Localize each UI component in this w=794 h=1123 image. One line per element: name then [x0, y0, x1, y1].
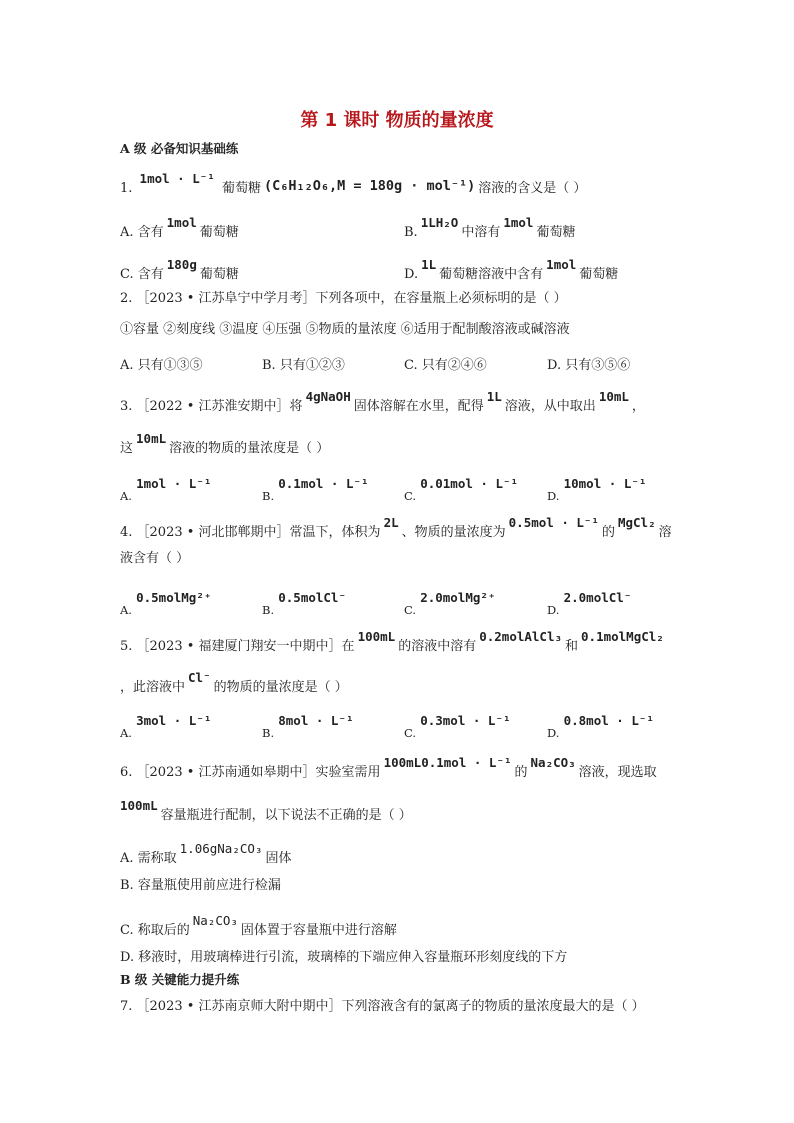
q1-text-1: 葡萄糖 [221, 181, 261, 196]
q4-option-c: C. 2.0molMg²⁺ [404, 590, 496, 617]
question-3-line-2: 这10mL溶液的物质的量浓度是（ ） [120, 431, 330, 456]
q1-option-c: C. 含有180g葡萄糖 [120, 257, 239, 282]
q1-option-a: A. 含有1mol葡萄糖 [120, 215, 239, 240]
q2-option-d: D. 只有③⑤⑥ [547, 358, 631, 373]
q6-option-d: D. 移液时，用玻璃棒进行引流，玻璃棒的下端应伸入容量瓶环形刻度线的下方 [120, 950, 568, 965]
question-4-line-2: 液含有（ ） [120, 551, 190, 566]
q3-option-c: C. 0.01mol · L⁻¹ [404, 476, 519, 503]
section-b-heading: B 级 关键能力提升练 [120, 972, 240, 987]
q6-option-b: B. 容量瓶使用前应进行检漏 [120, 878, 281, 893]
q1-option-d: D.1L葡萄糖溶液中含有1mol葡萄糖 [404, 257, 619, 282]
q2-option-b: B. 只有①②③ [262, 358, 345, 373]
q1-formula-1: 1mol · L⁻¹ [139, 171, 215, 186]
q1-option-b: B.1LH₂O中溶有1mol葡萄糖 [404, 215, 576, 240]
question-5-line-2: ，此溶液中Cl⁻的物质的量浓度是（ ） [120, 670, 348, 695]
q5-option-a: A. 3mol · L⁻¹ [120, 713, 212, 740]
q6-option-c: C. 称取后的Na₂CO₃固体置于容量瓶中进行溶解 [120, 913, 397, 938]
section-a-heading: A 级 必备知识基础练 [120, 141, 239, 156]
q3-option-b: B. 0.1mol · L⁻¹ [262, 476, 369, 503]
q3-option-a: A. 1mol · L⁻¹ [120, 476, 212, 503]
question-5: 5. ［2023 • 福建厦门翔安一中期中］在100mL的溶液中溶有0.2molAlCl₃和0.1molMgCl₂ [120, 629, 664, 654]
q6-option-a: A. 需称取1.06gNa₂CO₃固体 [120, 841, 292, 866]
q1-text-2: 溶液的含义是（ ） [478, 181, 587, 196]
q4-option-b: B. 0.5molCl⁻ [262, 590, 346, 617]
q1-number: 1. [120, 181, 133, 196]
q2-option-a: A. 只有①③⑤ [120, 358, 203, 373]
q5-option-c: C. 0.3mol · L⁻¹ [404, 713, 511, 740]
q2-items: ①容量 ②刻度线 ③温度 ④压强 ⑤物质的量浓度 ⑥适用于配制酸溶液或碱溶液 [120, 322, 570, 337]
question-6: 6. ［2023 • 江苏南通如皋期中］实验室需用100mL0.1mol · L⁻¹的Na₂CO₃溶液，现选取 [120, 755, 657, 780]
q5-option-d: D. 0.8mol · L⁻¹ [547, 713, 654, 740]
q4-option-d: D. 2.0molCl⁻ [547, 590, 632, 617]
q5-option-b: B. 8mol · L⁻¹ [262, 713, 354, 740]
question-6-line-2: 100mL容量瓶进行配制，以下说法不正确的是（ ） [120, 798, 412, 823]
question-1 [120, 171, 587, 197]
q3-option-d: D. 10mol · L⁻¹ [547, 476, 647, 503]
question-2: 2. ［2023 • 江苏阜宁中学月考］下列各项中，在容量瓶上必须标明的是（ ） [120, 291, 567, 306]
q2-option-c: C. 只有②④⑥ [404, 358, 487, 373]
q1-formula-2: (C₆H₁₂O₆,M = 180g · mol⁻¹) [263, 178, 476, 194]
question-4: 4. ［2023 • 河北邯郸期中］常温下，体积为2L、物质的量浓度为0.5mol · L⁻¹的MgCl₂溶 [120, 515, 672, 540]
page-title: 第 1 课时 物质的量浓度 [300, 110, 494, 131]
question-3: 3. ［2022 • 江苏淮安期中］将4gNaOH固体溶解在水里，配得1L溶液，从中取出10mL， [120, 389, 645, 414]
q4-option-a: A. 0.5molMg²⁺ [120, 590, 212, 617]
question-7: 7. ［2023 • 江苏南京师大附中期中］下列溶液含有的氯离子的物质的量浓度最大的是（ ） [120, 999, 645, 1014]
